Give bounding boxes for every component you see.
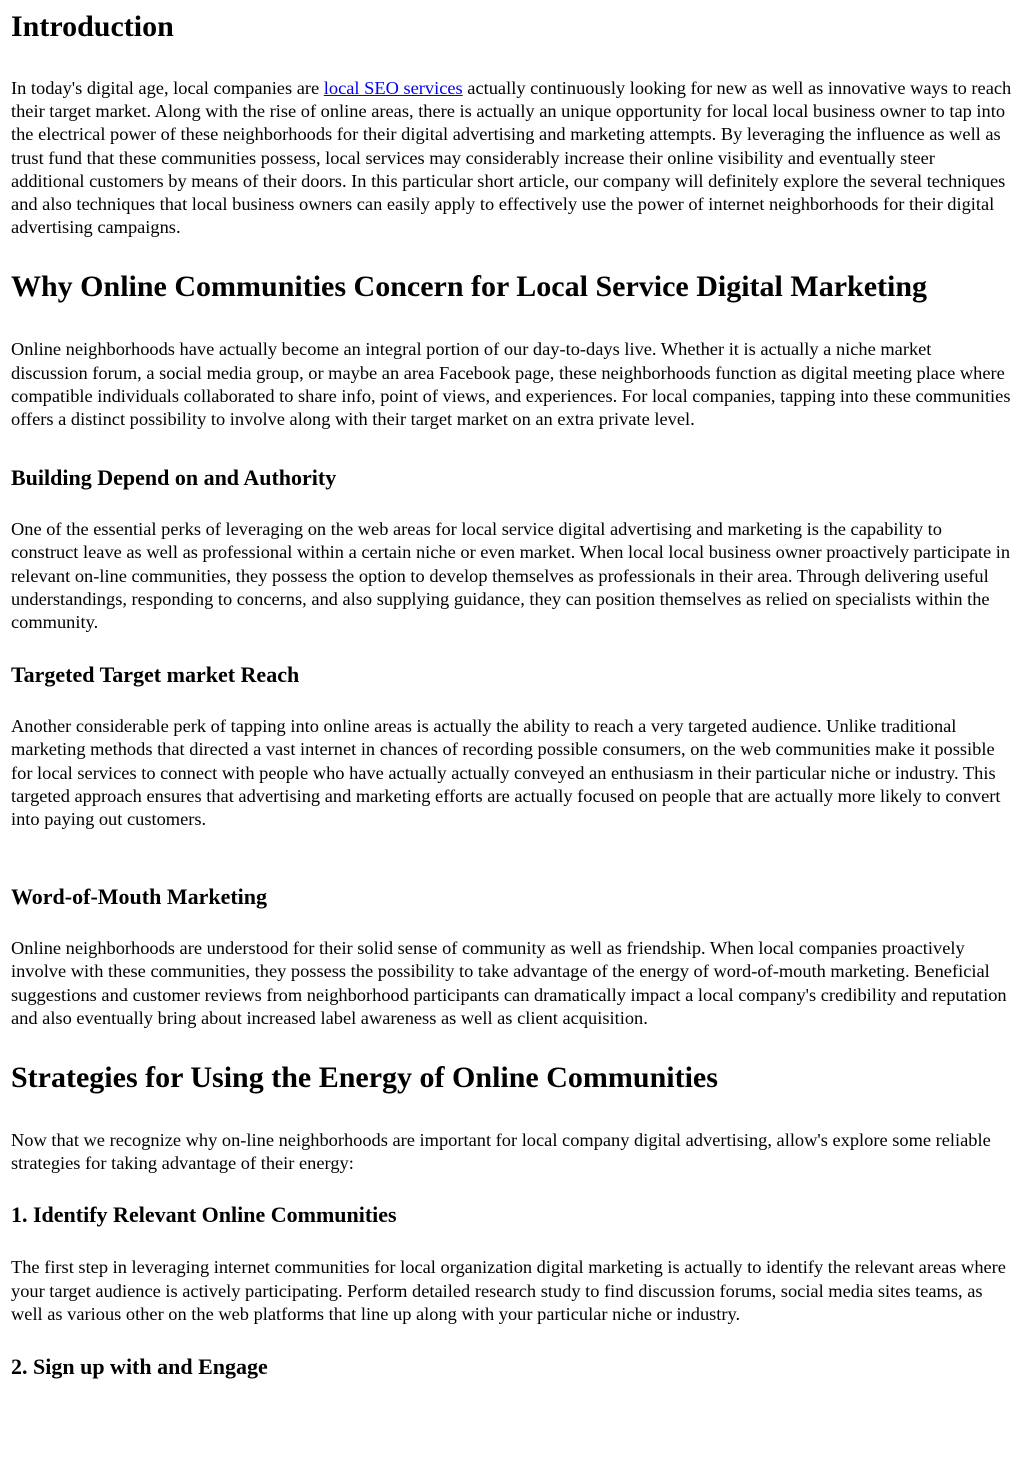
paragraph-targeted-reach: Another considerable perk of tapping into online areas is actually the ability to reach a very targeted audience. Unlike traditional marketing methods that directed a vast internet in chances of recording possible consumers, on the web communities make it possible for local services to connect with people who have actually actually conveyed an enthusiasm in their particular niche or industry. This targeted approach ensures that advertising and marketing efforts are actually focused on people that are actually more likely to convert into paying out customers. — [11, 716, 1001, 830]
paragraph-why-online-communities: Online neighborhoods have actually become an integral portion of our day-to-days live. Whether it is actually a niche market discussion forum, a social media group, or maybe an area Facebook page, these neighborhoods function as digital meeting place where compatible individuals collaborated to share info, point of views, and experiences. For local companies, tapping into these communities offers a distinct possibility to involve along with their target market on an extra private level. — [11, 339, 1011, 430]
paragraph-word-of-mouth: Online neighborhoods are understood for their solid sense of community as well as friendship. When local companies proactively involve with these communities, they possess the possibility to take advantage of the energy of word-of-mouth marketing. Beneficial suggestions and customer reviews from neighborhood participants can dramatically impact a local company's credibility and reputation and also eventually bring about increased label awareness as well as client acquisition. — [11, 938, 1007, 1028]
intro-text-before-link: In today's digital age, local companies are — [11, 78, 324, 98]
local-seo-services-link[interactable]: local SEO services — [323, 78, 463, 98]
paragraph-strategies: Now that we recognize why on-line neighborhoods are important for local company digital advertising, allow's explore some reliable strategies for taking advantage of their energy: — [11, 1130, 991, 1174]
heading-step-sign-up-engage: 2. Sign up with and Engage — [11, 1354, 268, 1380]
article — [0, 9, 1024, 1380]
heading-introduction: Introduction — [11, 10, 174, 43]
heading-why-online-communities: Why Online Communities Concern for Local Service Digital Marketing — [11, 270, 928, 304]
paragraph-introduction — [11, 77, 1012, 239]
paragraph-step-identify-communities: The first step in leveraging internet communities for local organization digital marketing is actually to identify the relevant areas where your target audience is actively participating. Perform detailed research study to find discussion forums, social media sites teams, as well as various other on the web platforms that line up along with your particular niche or industry. — [11, 1257, 1006, 1324]
heading-step-identify-communities: 1. Identify Relevant Online Communities — [11, 1202, 397, 1228]
paragraph-building-trust: One of the essential perks of leveraging on the web areas for local service digital advertising and marketing is the capability to construct leave as well as professional within a certain niche or even market. When local local business owner proactively participate in relevant on-line communities, they possess the option to develop themselves as professionals in their area. Through delivering useful understandings, responding to concerns, and also supplying guidance, they can position themselves as relied on specialists within the community. — [11, 519, 1011, 633]
intro-text-after-link: actually continuously looking for new as well as innovative ways to reach their target market. Along with the rise of online areas, there is actually an unique opportunity for local local business owner to tap into the electrical power of these neighborhoods for their digital advertising and marketing attempts. By leveraging the influence as well as trust fund that these communities possess, local services may considerably increase their online visibility and eventually steer additional customers by means of their doors. In this particular short article, our company will definitely explore the several techniques and also techniques that local business owners can easily apply to effectively use the power of internet neighborhoods for their digital advertising campaigns. — [11, 78, 1012, 238]
heading-strategies: Strategies for Using the Energy of Online Communities — [11, 1061, 718, 1095]
heading-word-of-mouth: Word-of-Mouth Marketing — [11, 884, 268, 910]
heading-targeted-reach: Targeted Target market Reach — [11, 662, 300, 688]
heading-building-trust: Building Depend on and Authority — [11, 465, 337, 491]
